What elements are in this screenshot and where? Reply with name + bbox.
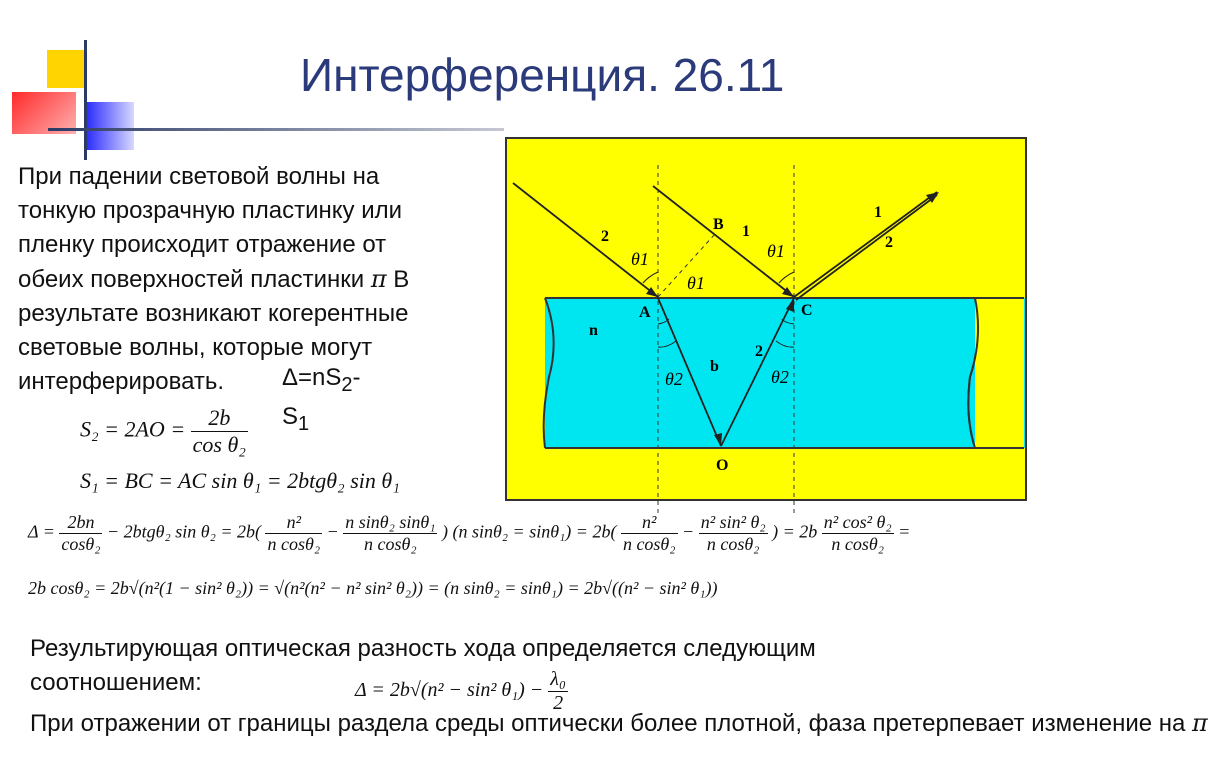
label-theta2-left: θ2 <box>665 369 683 389</box>
intro-paragraph <box>18 160 498 399</box>
intro-line <box>18 262 498 297</box>
intro-text: обеих поверхностей пластинки <box>18 266 365 293</box>
label-point-O: O <box>716 457 729 474</box>
label-ray2-out: 2 <box>885 234 893 251</box>
intro-line: интерферировать. <box>18 368 225 395</box>
result-line: Результирующая оптическая разность хода определяется следующим <box>30 635 816 662</box>
page-title: Интерференция. 26.11 <box>300 49 785 101</box>
label-ray1-out: 1 <box>874 204 882 221</box>
decor-vertical-line <box>84 40 87 160</box>
decor-yellow-square <box>47 50 87 88</box>
delta-definition: $\Delta=nS_2-$ $S_1$ <box>282 364 361 435</box>
decor-blue-square <box>86 102 134 150</box>
intro-line: пленку происходит отражение от <box>18 231 387 258</box>
intro-line: результате возникают когерентные <box>18 300 409 327</box>
interference-diagram <box>505 137 1024 517</box>
label-ray2-in: 2 <box>601 228 609 245</box>
phase-change-note: При отражении от границы раздела среды оптически более плотной, фаза претерпевает изменение на π <box>30 709 1208 737</box>
intro-line: световые волны, которые могут <box>18 334 373 361</box>
result-line: соотношением: <box>30 669 202 696</box>
label-theta1-right: θ1 <box>767 241 785 261</box>
label-medium-n: n <box>589 322 598 339</box>
intro-line: тонкую прозрачную пластинку или <box>18 197 403 224</box>
formula-result: Δ = 2b√(n² − sin² θ₁) − $\frac{\text{λ₀}}{2}$ <box>355 668 566 714</box>
formula-s2: S₂ = 2AO = $\frac{2b}{\text{cos θ₂}}$ <box>80 405 246 457</box>
fraction: $\frac{2b}{\text{cos θ₂}}$ <box>192 405 246 457</box>
title-underline <box>48 128 504 131</box>
label-ray1-in: 1 <box>742 223 750 240</box>
pi-symbol: π <box>1192 709 1208 737</box>
pi-symbol: π <box>370 265 387 293</box>
formula-derivation-1: Δ = $\frac{2bn}{\text{cosθ₂}}$ − 2btgθ₂ sin θ₂ = 2b( $\frac{\text{n²}}{\text{n cosθ₂}}$ − $\frac{\text{n sinθ₂ sinθ₁}}{\text{n cosθ₂}}$ ) (n sinθ₂ = sinθ₁) = 2b( $\frac{\text{n²}}{\text{n cosθ₂}}$ − $\frac{\text{n² sin² θ₂}}{\text{n cosθ₂}}$ ) = 2b $\frac{\text{n² cos² θ₂}}{\text{n cosθ₂}}$ = <box>28 512 911 554</box>
label-point-B: B <box>713 216 724 233</box>
intro-text: В <box>393 266 410 293</box>
label-theta1-mid: θ1 <box>687 273 705 293</box>
formula-derivation-2: 2b cosθ₂ = 2b√(n²(1 − sin² θ₂)) = √(n²(n² − n² sin² θ₂)) = (n sinθ₂ = sinθ₁) = 2b√((n² − sin² θ₁)) <box>28 578 718 598</box>
label-theta1-left: θ1 <box>631 249 649 269</box>
formula-s1: S₁ = BC = AC sin θ₁ = 2btgθ₂ sin θ₁ <box>80 468 400 493</box>
plate-right-gap <box>975 299 1024 447</box>
label-thickness-b: b <box>710 358 719 375</box>
intro-line: При падении световой волны на <box>18 163 380 190</box>
label-point-A: A <box>639 304 651 321</box>
label-theta2-right: θ2 <box>771 367 789 387</box>
label-ray2-inside: 2 <box>755 343 763 360</box>
label-point-C: C <box>801 302 813 319</box>
